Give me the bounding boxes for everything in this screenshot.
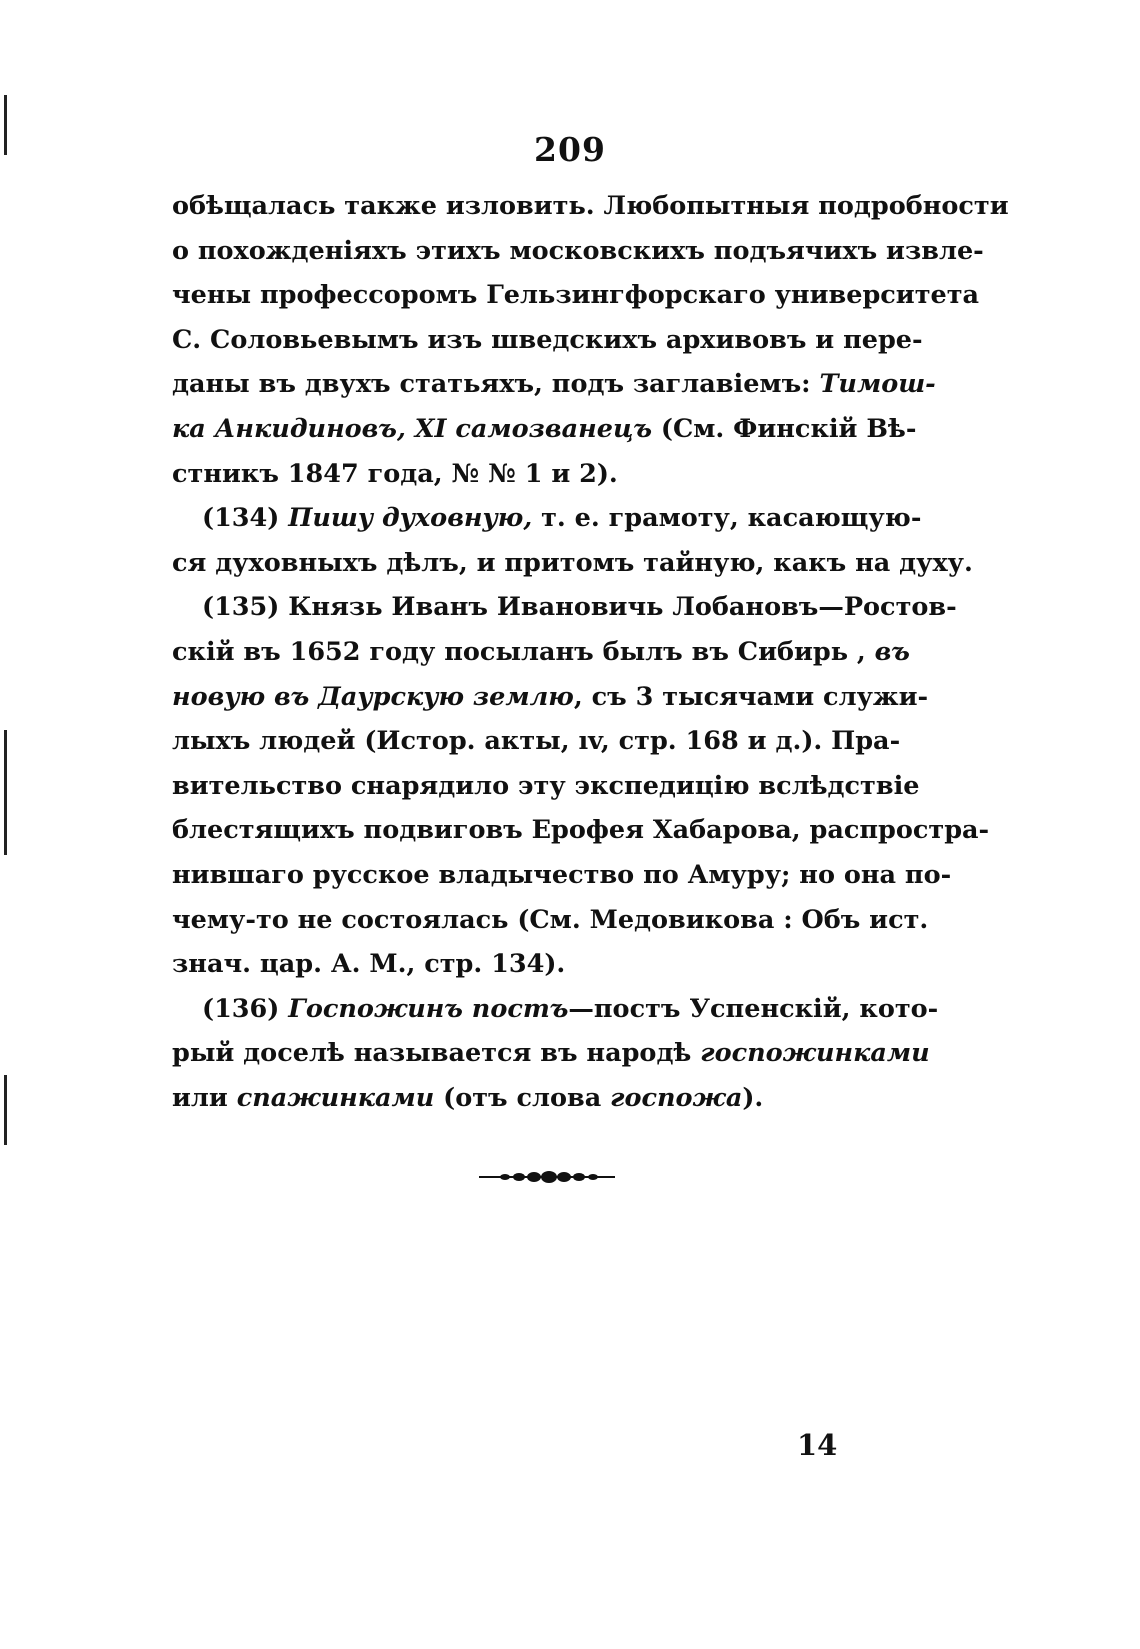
text-line: лыхъ людей (Истор. акты, ıv, стр. 168 и д.). Пра- xyxy=(172,726,901,757)
italic-term: госпожинками xyxy=(700,1038,930,1069)
italic-term: Госпожинъ постъ xyxy=(288,993,569,1024)
text-run: —постъ Успенскій, кото- xyxy=(568,993,939,1024)
text-line: блестящихъ подвиговъ Ерофея Хабарова, распростра- xyxy=(172,815,990,846)
italic-term: госпожа xyxy=(610,1082,743,1113)
note-number: (134) xyxy=(202,503,289,534)
note-number: (136) xyxy=(202,993,289,1024)
note-135: (135) Князь Иванъ Ивановичь Лобановъ—Ростов- xyxy=(202,592,957,623)
note-134 xyxy=(172,496,922,541)
text-run: скій въ 1652 году посыланъ былъ въ Сибирь , xyxy=(172,636,875,667)
scan-margin-mark xyxy=(4,1075,7,1145)
text-run: (См. Финскій Вѣ- xyxy=(652,413,917,444)
signature-mark: 14 xyxy=(797,1428,838,1462)
text-line: чены профессоромъ Гельзингфорскаго университета xyxy=(172,280,980,311)
text-line: знач. цар. А. М., стр. 134). xyxy=(172,949,566,980)
notes-text xyxy=(172,184,1009,1120)
page-number: 209 xyxy=(534,130,606,169)
text-run: или xyxy=(172,1082,237,1113)
scan-margin-mark xyxy=(4,730,7,855)
text-line xyxy=(172,362,936,407)
text-line: о похожденіяхъ этихъ московскихъ подъячихъ извле- xyxy=(172,235,984,266)
text-run: ). xyxy=(742,1082,764,1113)
text-run: т. е. грамоту, касающую- xyxy=(532,503,922,534)
text-run: рый доселѣ называется въ народѣ xyxy=(172,1038,701,1069)
text-line: ся духовныхъ дѣлъ, и притомъ тайную, какъ на духу. xyxy=(172,547,973,578)
text-line: обѣщалась также изловить. Любопытныя подробности xyxy=(172,191,1009,221)
text-line xyxy=(172,407,917,452)
text-line: С. Соловьевымъ изъ шведскихъ архивовъ и пере- xyxy=(172,324,923,355)
text-line xyxy=(172,675,929,720)
italic-term: спажинками xyxy=(236,1082,435,1113)
text-run: даны въ двухъ статьяхъ, подъ заглавіемъ: xyxy=(172,369,820,400)
text-line: нившаго русское владычество по Амуру; но она по- xyxy=(172,859,952,890)
italic-title: ка Анкидиновъ, XI самозванецъ xyxy=(172,413,652,444)
text-run: (отъ слова xyxy=(434,1082,611,1113)
italic-title: Тимош- xyxy=(819,369,936,400)
text-line: стникъ 1847 года, № № 1 и 2). xyxy=(172,458,618,489)
italic-term: въ xyxy=(874,636,910,667)
text-line: чему-то не состоялась (См. Медовикова : Объ ист. xyxy=(172,904,929,935)
note-136 xyxy=(172,987,939,1032)
text-line xyxy=(172,1031,930,1076)
ornament-divider-icon xyxy=(477,1170,617,1184)
italic-term: Пишу духовную, xyxy=(288,503,533,534)
text-run: , съ 3 тысячами служи- xyxy=(573,681,929,712)
italic-term: новую въ Даурскую землю xyxy=(172,681,574,712)
text-line xyxy=(172,630,910,675)
text-line xyxy=(172,1076,894,1121)
text-line: вительство снарядило эту экспедицію вслѣдствіе xyxy=(172,770,920,801)
